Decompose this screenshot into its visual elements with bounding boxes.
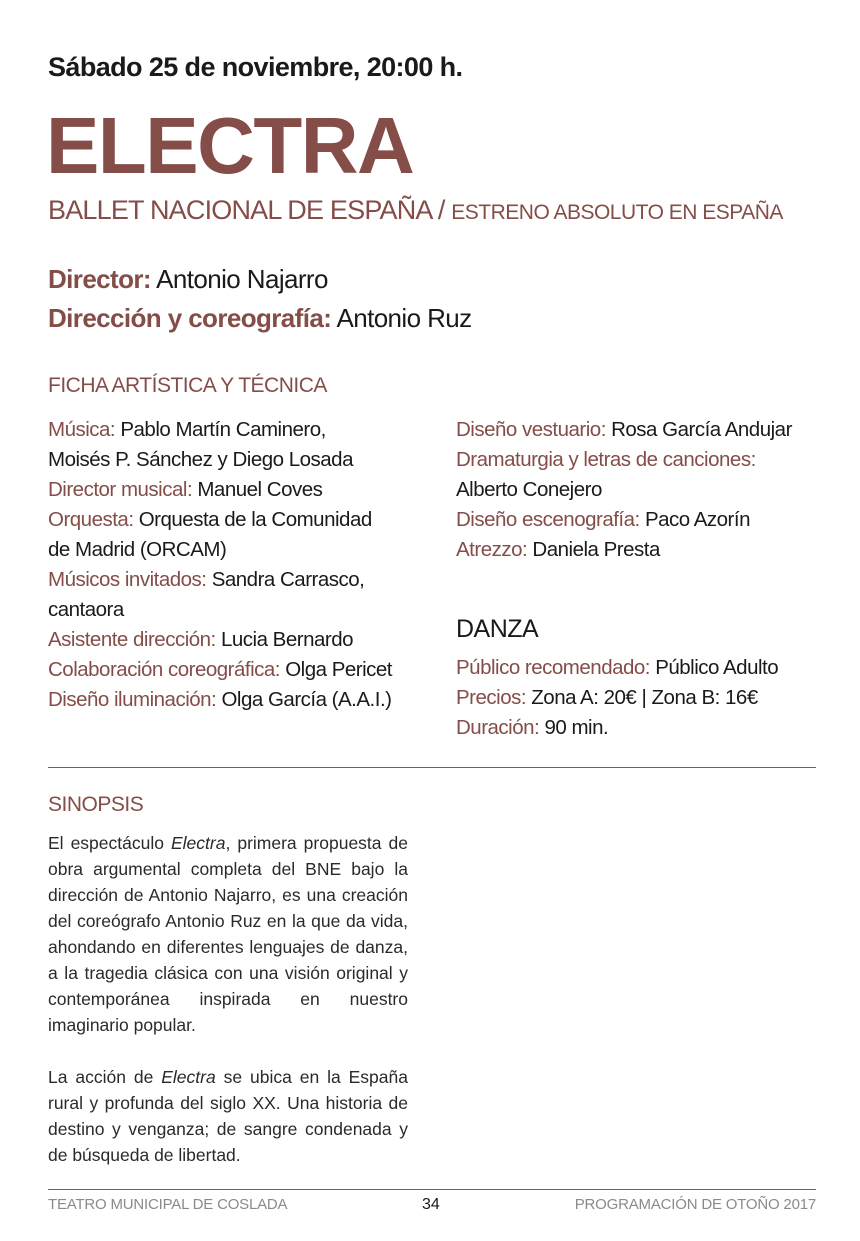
- ficha-label: Música:: [48, 418, 116, 441]
- info-label: Público recomendado:: [456, 656, 650, 679]
- event-subtitle: [48, 195, 783, 226]
- info-row: [456, 713, 778, 743]
- credit-label: Director:: [48, 264, 151, 294]
- info-list: [456, 653, 778, 743]
- info-value: Zona A: 20€ | Zona B: 16€: [531, 686, 758, 709]
- synopsis-emphasis: Electra: [171, 833, 226, 853]
- ficha-right-column: [456, 415, 792, 565]
- info-label: Duración:: [456, 716, 540, 739]
- credit-label: Dirección y coreografía:: [48, 303, 332, 333]
- ficha-value: Orquesta de la Comunidad: [138, 508, 372, 531]
- ficha-value: Pablo Martín Caminero,: [120, 418, 326, 441]
- ficha-row: [456, 475, 792, 505]
- credit-choreography: [48, 303, 472, 334]
- ficha-row: [48, 655, 392, 685]
- ficha-label: Atrezzo:: [456, 538, 528, 561]
- ficha-value: cantaora: [48, 598, 124, 621]
- synopsis-paragraph: [48, 1064, 408, 1168]
- ficha-label: Orquesta:: [48, 508, 134, 531]
- synopsis-span: , primera propuesta de obra argumental completa del BNE bajo la dirección de Antonio Najarro, es una creación del coreógrafo Antonio Ruz en la que da vida, ahondando en diferentes lenguajes de danza, a la tragedia clásica con una visión original y contemporánea inspirada en nuestro imaginario popular.: [48, 833, 408, 1035]
- synopsis-paragraph: [48, 830, 408, 1038]
- ficha-label: Asistente dirección:: [48, 628, 216, 651]
- info-value: Público Adulto: [655, 656, 779, 679]
- info-row: [456, 683, 778, 713]
- ficha-label: Músicos invitados:: [48, 568, 207, 591]
- ficha-value: Manuel Coves: [197, 478, 323, 501]
- ficha-row: [48, 445, 392, 475]
- ficha-row: [48, 505, 392, 535]
- ficha-row: [456, 445, 792, 475]
- credit-director: [48, 264, 328, 295]
- ficha-label: Director musical:: [48, 478, 193, 501]
- ficha-value: Moisés P. Sánchez y Diego Losada: [48, 448, 353, 471]
- genre-heading: DANZA: [456, 615, 539, 643]
- ficha-row: [48, 535, 392, 565]
- ficha-value: Olga García (A.A.I.): [221, 688, 392, 711]
- event-date: Sábado 25 de noviembre, 20:00 h.: [48, 52, 463, 82]
- ficha-value: Rosa García Andujar: [611, 418, 792, 441]
- credit-value: Antonio Najarro: [156, 264, 328, 294]
- ficha-row: [48, 595, 392, 625]
- ficha-row: [456, 415, 792, 445]
- footer-venue: TEATRO MUNICIPAL DE COSLADA: [48, 1196, 288, 1213]
- ficha-label: Colaboración coreográfica:: [48, 658, 280, 681]
- synopsis-span: se ubica en la España rural y profunda del siglo XX. Una historia de destino y venganza; de sangre condenada y de búsqueda de libertad.: [48, 1067, 408, 1165]
- footer-divider: [48, 1189, 816, 1190]
- ficha-row: [48, 415, 392, 445]
- synopsis-text: [48, 830, 408, 1168]
- credit-value: Antonio Ruz: [336, 303, 472, 333]
- synopsis-emphasis: Electra: [161, 1067, 216, 1087]
- ficha-label: Dramaturgia y letras de canciones:: [456, 448, 756, 471]
- info-row: [456, 653, 778, 683]
- ficha-row: [48, 475, 392, 505]
- ficha-label: Diseño iluminación:: [48, 688, 217, 711]
- ficha-value: Daniela Presta: [532, 538, 660, 561]
- info-value: 90 min.: [544, 716, 609, 739]
- page-number: 34: [422, 1196, 440, 1213]
- ficha-left-column: [48, 415, 392, 715]
- synopsis-span: La acción de: [48, 1067, 162, 1087]
- ficha-value: Lucia Bernardo: [220, 628, 354, 651]
- ficha-heading: FICHA ARTÍSTICA Y TÉCNICA: [48, 374, 327, 397]
- ficha-value: de Madrid (ORCAM): [48, 538, 227, 561]
- ficha-row: [456, 535, 792, 565]
- ficha-row: [456, 505, 792, 535]
- ficha-value: Paco Azorín: [644, 508, 750, 531]
- ficha-row: [48, 565, 392, 595]
- synopsis-heading: SINOPSIS: [48, 793, 144, 816]
- section-divider: [48, 767, 816, 768]
- company-name: BALLET NACIONAL DE ESPAÑA /: [48, 195, 445, 225]
- ficha-label: Diseño escenografía:: [456, 508, 640, 531]
- ficha-row: [48, 625, 392, 655]
- ficha-value: Alberto Conejero: [456, 478, 602, 501]
- ficha-row: [48, 685, 392, 715]
- ficha-value: Olga Pericet: [285, 658, 393, 681]
- footer-season: PROGRAMACIÓN DE OTOÑO 2017: [574, 1196, 816, 1213]
- ficha-label: Diseño vestuario:: [456, 418, 606, 441]
- event-title: ELECTRA: [46, 101, 414, 190]
- info-label: Precios:: [456, 686, 527, 709]
- premiere-note: ESTRENO ABSOLUTO EN ESPAÑA: [451, 201, 783, 224]
- ficha-value: Sandra Carrasco,: [211, 568, 365, 591]
- synopsis-span: El espectáculo: [48, 833, 171, 853]
